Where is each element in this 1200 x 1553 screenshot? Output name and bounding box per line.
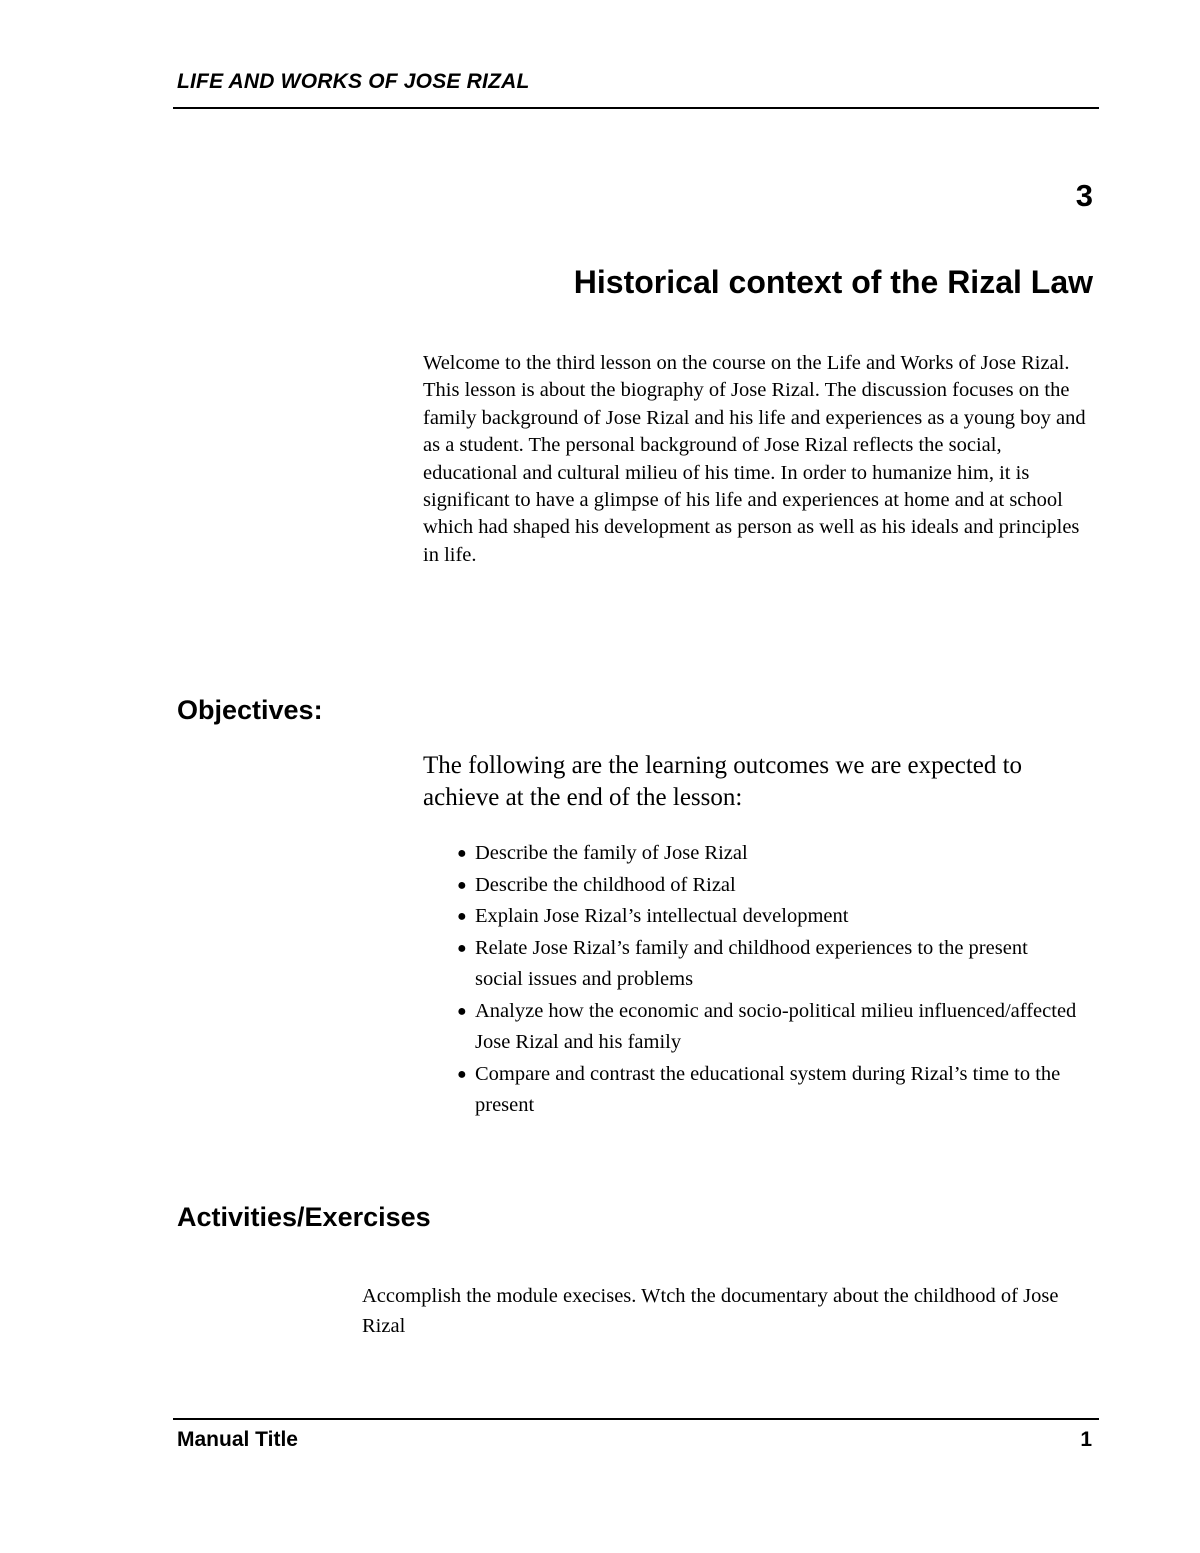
list-item: [457, 933, 1077, 996]
chapter-number: 3: [1075, 178, 1093, 213]
bullet-icon: ●: [457, 845, 467, 862]
activities-heading: Activities/Exercises: [177, 1202, 431, 1232]
objective-text: Describe the childhood of Rizal: [475, 873, 736, 896]
bullet-icon: ●: [457, 1002, 467, 1020]
list-item: [457, 996, 1077, 1059]
footer-manual-title: Manual Title: [177, 1428, 298, 1451]
running-header-title: LIFE AND WORKS OF JOSE RIZAL: [177, 70, 530, 93]
header-divider: [173, 107, 1099, 109]
objective-text: Compare and contrast the educational system during Rizal’s time to the present: [475, 1062, 1061, 1116]
objectives-heading: Objectives:: [177, 695, 323, 725]
objectives-list: [457, 838, 1077, 1122]
intro-paragraph: Welcome to the third lesson on the course on the Life and Works of Jose Rizal. This lesson is about the biography of Jose Rizal. The discussion focuses on the family background of Jose Rizal and his life and experiences as a young boy and as a student. The personal background of Jose Rizal reflects the social, educational and cultural milieu of his time. In order to humanize him, it is significant to have a glimpse of his life and experiences at home and at school which had shaped his development as person as well as his ideals and principles in life.: [423, 352, 1086, 566]
list-item: [457, 870, 1077, 902]
bullet-icon: ●: [457, 1065, 467, 1083]
page-number: 1: [1080, 1428, 1092, 1451]
objective-text: Relate Jose Rizal’s family and childhood experiences to the present social issues and problems: [475, 936, 1028, 990]
objectives-lead: The following are the learning outcomes we are expected to achieve at the end of the lesson:: [423, 752, 1023, 811]
footer-divider: [173, 1418, 1099, 1420]
list-item: [457, 1059, 1077, 1122]
chapter-title: Historical context of the Rizal Law: [573, 264, 1093, 300]
objective-text: Analyze how the economic and socio-political milieu influenced/affected Jose Rizal and his family: [475, 999, 1077, 1053]
activities-text: Accomplish the module execises. Wtch the documentary about the childhood of Jose Rizal: [362, 1285, 1059, 1337]
list-item: [457, 838, 1077, 870]
bullet-icon: ●: [457, 908, 467, 925]
objective-text: Describe the family of Jose Rizal: [475, 842, 748, 864]
list-item: [457, 901, 1077, 933]
bullet-icon: ●: [457, 876, 467, 894]
objective-text: Explain Jose Rizal’s intellectual development: [475, 905, 849, 927]
bullet-icon: ●: [457, 939, 467, 957]
